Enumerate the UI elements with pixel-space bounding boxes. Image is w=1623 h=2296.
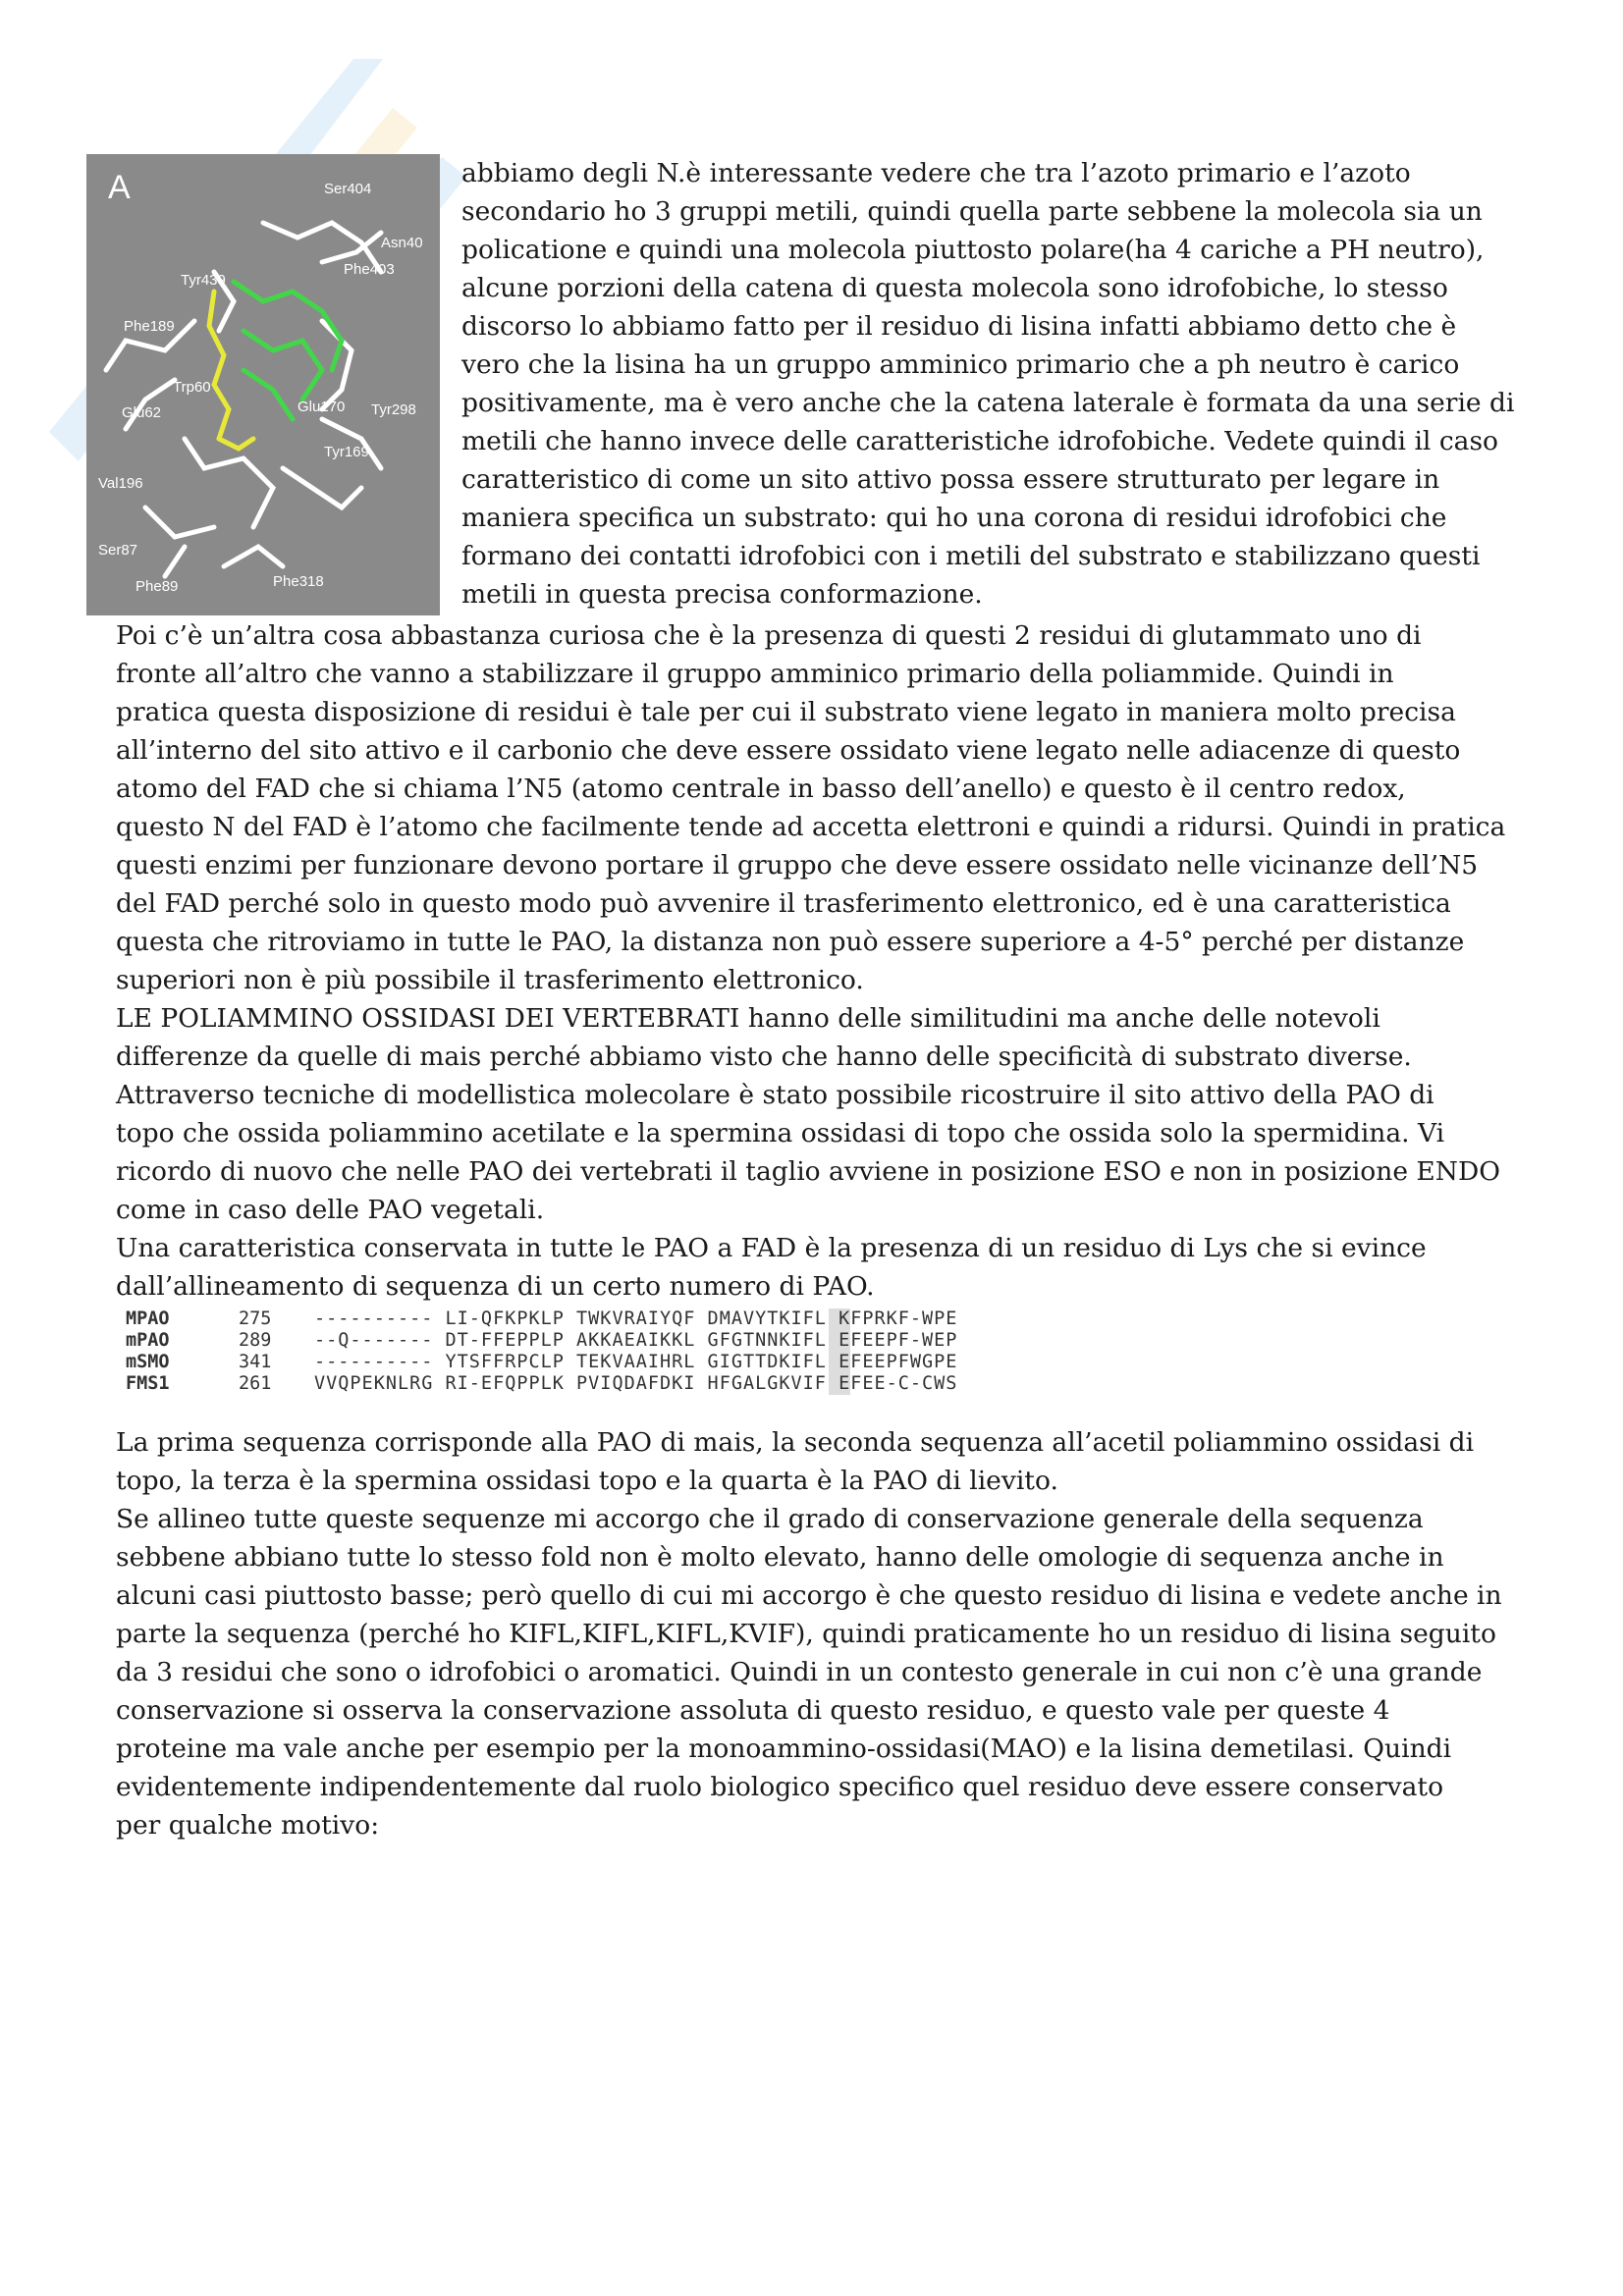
alignment-row xyxy=(126,1330,1068,1352)
text-line: caratteristico di come un sito attivo possa essere strutturato per legare in xyxy=(461,464,1440,495)
residue-label: Phe89 xyxy=(135,578,179,595)
residue-label: Val196 xyxy=(98,475,143,492)
text-line: abbiamo degli N.è interessante vedere che tra l’azoto primario e l’azoto xyxy=(461,158,1411,188)
text-line: vero che la lisina ha un gruppo amminico primario che a ph neutro è carico xyxy=(461,349,1460,380)
text-line: come in caso delle PAO vegetali. xyxy=(116,1195,545,1225)
text-line: positivamente, ma è vero anche che la catena laterale è formata da una serie di xyxy=(461,388,1515,418)
text-line: parte la sequenza (perché ho KIFL,KIFL,KIFL,KVIF), quindi praticamente ho un residuo di lisina seguito xyxy=(116,1619,1496,1649)
residue-label: Trp60 xyxy=(173,379,211,396)
residue-label: Tyr439 xyxy=(181,272,226,289)
active-site-figure xyxy=(86,154,440,615)
alignment-sequence: ---------- YTSFFRPCLP TEKVAAIHRL GIGTTDKIFL EFEEPFWGPE xyxy=(314,1352,958,1372)
text-line: conservazione si osserva la conservazione assoluta di questo residuo, e questo vale per queste 4 xyxy=(116,1695,1390,1726)
text-line: all’interno del sito attivo e il carbonio che deve essere ossidato viene legato nelle adiacenze di questo xyxy=(116,735,1461,766)
text-line: dall’allineamento di sequenza di un certo numero di PAO. xyxy=(116,1271,875,1302)
residue-label: Ser404 xyxy=(324,181,372,197)
text-line: formano dei contatti idrofobici con i metili del substrato e stabilizzano questi xyxy=(461,541,1481,571)
text-line: del FAD perché solo in questo modo può avvenire il trasferimento elettronico, ed è una caratteristica xyxy=(116,888,1451,919)
alignment-position: 289 xyxy=(239,1330,272,1351)
text-line: superiori non è più possibile il trasferimento elettronico. xyxy=(116,965,864,995)
text-line: discorso lo abbiamo fatto per il residuo di lisina infatti abbiamo detto che è xyxy=(461,311,1457,342)
text-line: atomo del FAD che si chiama l’N5 (atomo centrale in basso dell’anello) e questo è il centro redox, xyxy=(116,774,1406,804)
text-line: proteine ma vale anche per esempio per la monoammino-ossidasi(MAO) e la lisina demetilasi. Quindi xyxy=(116,1734,1452,1764)
intro-paragraph xyxy=(461,154,1566,614)
alignment-row xyxy=(126,1373,1068,1395)
text-line: questa che ritroviamo in tutte le PAO, la distanza non può essere superiore a 4-5° perché per distanze xyxy=(116,927,1465,957)
alignment-row xyxy=(126,1308,1068,1330)
alignment-position: 341 xyxy=(239,1352,272,1372)
text-line: secondario ho 3 gruppi metili, quindi quella parte sebbene la molecola sia un xyxy=(461,196,1483,227)
text-line: differenze da quelle di mais perché abbiamo visto che hanno delle specificità di substrato diverse. xyxy=(116,1041,1412,1072)
alignment-name: MPAO xyxy=(126,1308,170,1329)
alignment-row xyxy=(126,1352,1068,1373)
sequence-alignment xyxy=(126,1308,1068,1416)
alignment-name: FMS1 xyxy=(126,1373,170,1394)
text-line: ricordo di nuovo che nelle PAO dei vertebrati il taglio avviene in posizione ESO e non in posizione ENDO xyxy=(116,1156,1500,1187)
alignment-position: 275 xyxy=(239,1308,272,1329)
residue-label: Tyr169 xyxy=(324,444,369,460)
text-line: evidentemente indipendentemente dal ruolo biologico specifico quel residuo deve essere conservato xyxy=(116,1772,1444,1802)
alignment-sequence: --Q------- DT-FFEPPLP AKKAEAIKKL GFGTNNKIFL EFEEPF-WEP xyxy=(314,1330,958,1351)
alignment-name: mPAO xyxy=(126,1330,170,1351)
text-line: policatione e quindi una molecola piuttosto polare(ha 4 cariche a PH neutro), xyxy=(461,235,1485,265)
text-line: Una caratteristica conservata in tutte le PAO a FAD è la presenza di un residuo di Lys che si evince xyxy=(116,1233,1427,1263)
text-line: per qualche motivo: xyxy=(116,1810,380,1841)
text-line: fronte all’altro che vanno a stabilizzare il gruppo amminico primario della poliammide. Quindi in xyxy=(116,659,1394,689)
text-line: Poi c’è un’altra cosa abbastanza curiosa che è la presenza di questi 2 residui di glutammato uno di xyxy=(116,620,1422,651)
residue-label: Glu62 xyxy=(122,404,162,421)
alignment-sequence: ---------- LI-QFKPKLP TWKVRAIYQF DMAVYTKIFL KFPRKF-WPE xyxy=(314,1308,958,1329)
residue-label: Phe403 xyxy=(344,261,395,278)
text-line: da 3 residui che sono o idrofobici o aromatici. Quindi in un contesto generale in cui non c’è una grande xyxy=(116,1657,1483,1687)
residue-label: Phe189 xyxy=(124,318,175,335)
alignment-position: 261 xyxy=(239,1373,272,1394)
body-paragraphs xyxy=(116,616,1579,1306)
panel-label: A xyxy=(108,169,131,206)
text-line: Attraverso tecniche di modellistica molecolare è stato possibile ricostruire il sito attivo della PAO di xyxy=(116,1080,1434,1110)
text-line: metili che hanno invece delle caratteristiche idrofobiche. Vedete quindi il caso xyxy=(461,426,1499,456)
text-line: questo N del FAD è l’atomo che facilmente tende ad accetta elettroni e quindi a ridursi. Quindi in pratica xyxy=(116,812,1506,842)
text-line: sebbene abbiano tutte lo stesso fold non è molto elevato, hanno delle omologie di sequenza anche in xyxy=(116,1542,1444,1573)
text-line: pratica questa disposizione di residui è tale per cui il substrato viene legato in maniera molto precisa xyxy=(116,697,1456,727)
alignment-name: mSMO xyxy=(126,1352,170,1372)
text-line: topo, la terza è la spermina ossidasi topo e la quarta è la PAO di lievito. xyxy=(116,1466,1058,1496)
text-line: maniera specifica un substrato: qui ho una corona di residui idrofobici che xyxy=(461,503,1447,533)
residue-label: Asn40 xyxy=(381,235,423,251)
text-line: metili in questa precisa conformazione. xyxy=(461,579,983,610)
text-line: alcune porzioni della catena di questa molecola sono idrofobiche, lo stesso xyxy=(461,273,1448,303)
residue-label: Tyr298 xyxy=(371,401,416,418)
residue-label: Glu170 xyxy=(298,399,346,415)
text-line: LE POLIAMMINO OSSIDASI DEI VERTEBRATI hanno delle similitudini ma anche delle notevoli xyxy=(116,1003,1380,1034)
text-line: La prima sequenza corrisponde alla PAO di mais, la seconda sequenza all’acetil poliammino ossidasi di xyxy=(116,1427,1475,1458)
text-line: topo che ossida poliammino acetilate e la spermina ossidasi di topo che ossida solo la spermidina. Vi xyxy=(116,1118,1445,1148)
alignment-sequence: VVQPEKNLRG RI-EFQPPLK PVIQDAFDKI HFGALGKVIF EFEE-C-CWS xyxy=(314,1373,958,1394)
text-line: Se allineo tutte queste sequenze mi accorgo che il grado di conservazione generale della sequenza xyxy=(116,1504,1424,1534)
lower-paragraphs xyxy=(116,1423,1579,1844)
residue-label: Ser87 xyxy=(98,542,138,559)
residue-label: Phe318 xyxy=(273,573,324,590)
text-line: questi enzimi per funzionare devono portare il gruppo che deve essere ossidato nelle vicinanze dell’N5 xyxy=(116,850,1479,881)
text-line: alcuni casi piuttosto basse; però quello di cui mi accorgo è che questo residuo di lisina e vedete anche in xyxy=(116,1580,1502,1611)
